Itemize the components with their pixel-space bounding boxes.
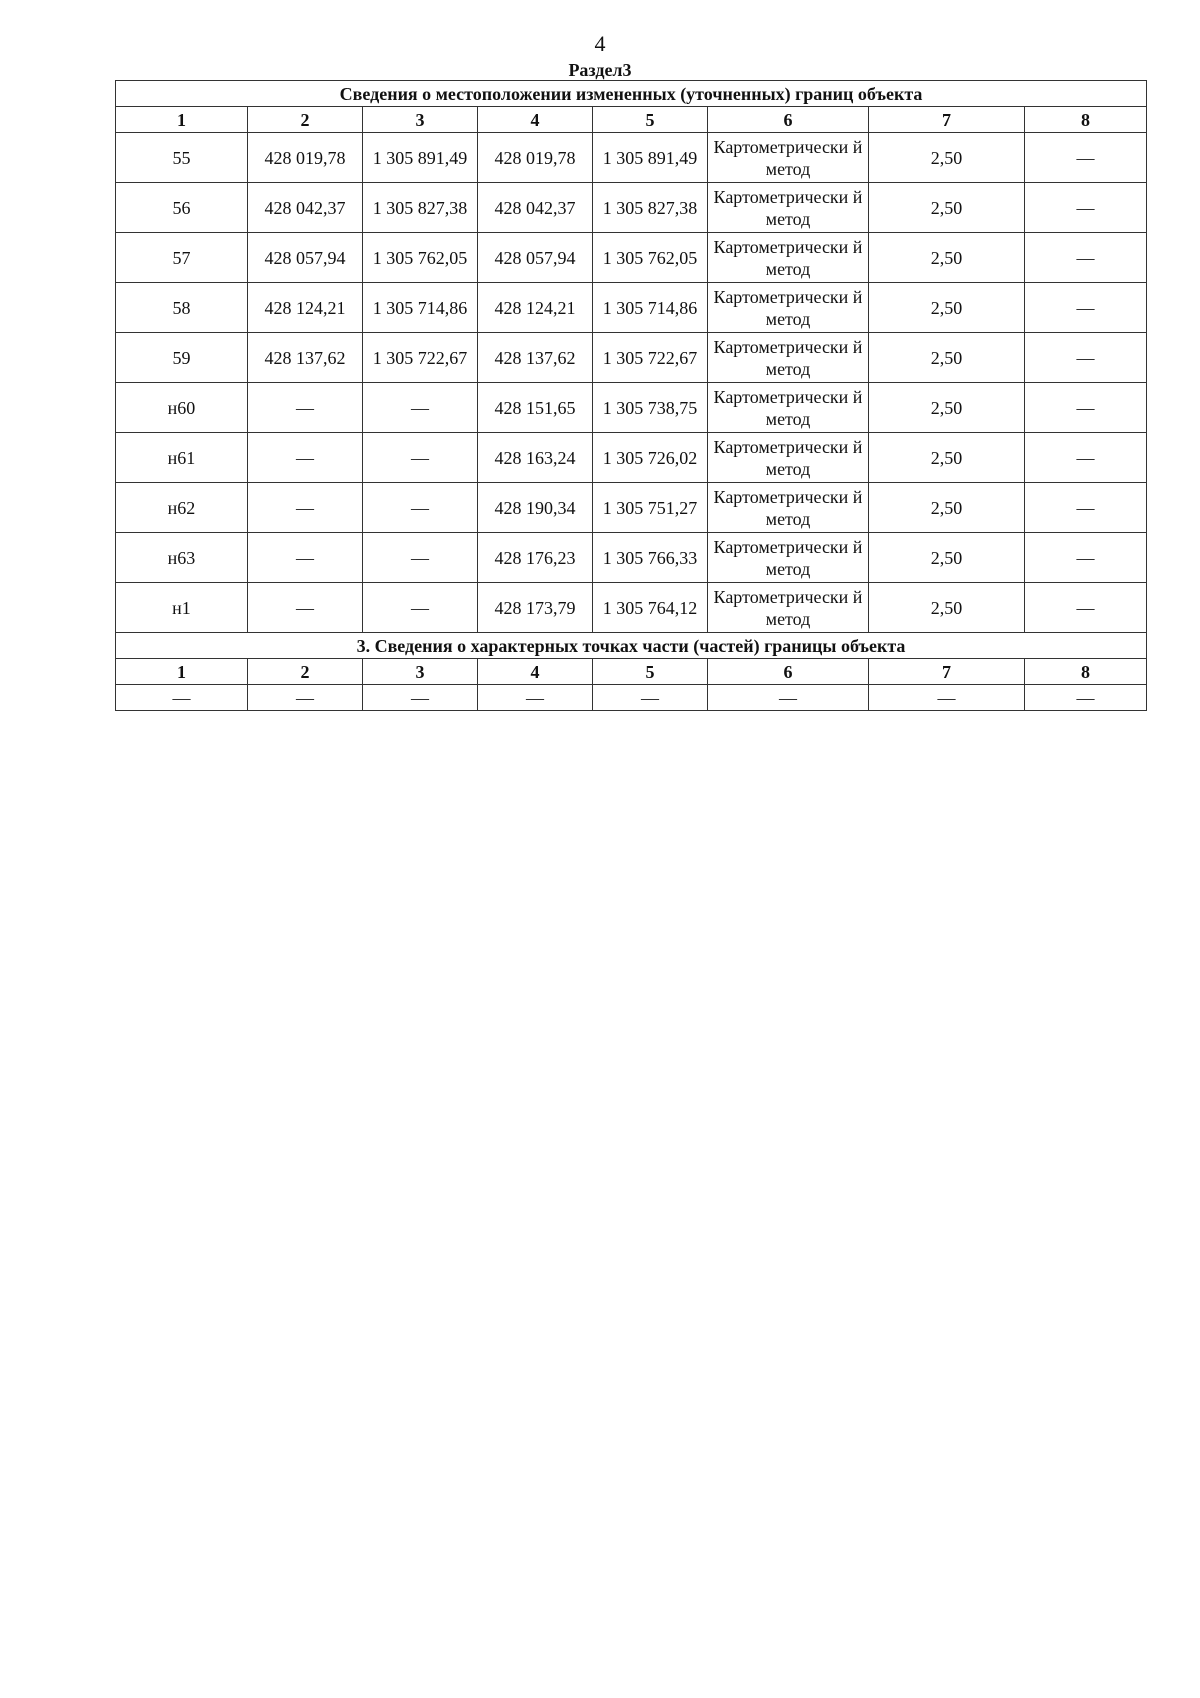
point-label: 56: [116, 183, 248, 233]
table-caption-row: [116, 81, 1147, 107]
table-row: [116, 483, 1147, 533]
column-number: 5: [593, 659, 708, 685]
table-row: [116, 233, 1147, 283]
accuracy-value: 2,50: [869, 583, 1025, 633]
table-row: [116, 333, 1147, 383]
old-y-value: 1 305 762,05: [363, 233, 478, 283]
column-number: 1: [116, 659, 248, 685]
point-label: 59: [116, 333, 248, 383]
accuracy-value: 2,50: [869, 283, 1025, 333]
new-x-value: 428 042,37: [478, 183, 593, 233]
new-y-value: 1 305 766,33: [593, 533, 708, 583]
note-value: —: [1025, 283, 1147, 333]
old-y-value: 1 305 714,86: [363, 283, 478, 333]
new-y-value: 1 305 722,67: [593, 333, 708, 383]
method-value: Картометрически й метод: [708, 433, 869, 483]
column-number: 7: [869, 659, 1025, 685]
accuracy-value: 2,50: [869, 533, 1025, 583]
part-caption: 3. Сведения о характерных точках части (частей) границы объекта: [116, 633, 1147, 659]
method-value: Картометрически й метод: [708, 383, 869, 433]
old-y-value: —: [363, 533, 478, 583]
part-cell: —: [869, 685, 1025, 711]
table-caption: Сведения о местоположении измененных (уточненных) границ объекта: [116, 81, 1147, 107]
accuracy-value: 2,50: [869, 133, 1025, 183]
table-row: [116, 433, 1147, 483]
old-x-value: 428 124,21: [248, 283, 363, 333]
old-x-value: 428 057,94: [248, 233, 363, 283]
note-value: —: [1025, 233, 1147, 283]
column-number: 8: [1025, 659, 1147, 685]
note-value: —: [1025, 583, 1147, 633]
accuracy-value: 2,50: [869, 383, 1025, 433]
old-y-value: —: [363, 583, 478, 633]
point-label: н60: [116, 383, 248, 433]
note-value: —: [1025, 183, 1147, 233]
part-cell: —: [708, 685, 869, 711]
new-x-value: 428 137,62: [478, 333, 593, 383]
old-x-value: —: [248, 433, 363, 483]
old-x-value: 428 042,37: [248, 183, 363, 233]
part-cell: —: [363, 685, 478, 711]
new-y-value: 1 305 751,27: [593, 483, 708, 533]
table-row: [116, 685, 1147, 711]
method-value: Картометрически й метод: [708, 583, 869, 633]
point-label: 55: [116, 133, 248, 183]
method-value: Картометрически й метод: [708, 333, 869, 383]
note-value: —: [1025, 483, 1147, 533]
column-number-row: [116, 107, 1147, 133]
column-number: 2: [248, 659, 363, 685]
note-value: —: [1025, 333, 1147, 383]
note-value: —: [1025, 433, 1147, 483]
new-y-value: 1 305 827,38: [593, 183, 708, 233]
new-x-value: 428 124,21: [478, 283, 593, 333]
accuracy-value: 2,50: [869, 433, 1025, 483]
old-y-value: —: [363, 483, 478, 533]
table-row: [116, 133, 1147, 183]
note-value: —: [1025, 533, 1147, 583]
old-y-value: —: [363, 383, 478, 433]
column-number: 3: [363, 659, 478, 685]
new-x-value: 428 173,79: [478, 583, 593, 633]
old-x-value: 428 019,78: [248, 133, 363, 183]
column-number: 5: [593, 107, 708, 133]
column-number: 4: [478, 107, 593, 133]
point-label: н63: [116, 533, 248, 583]
note-value: —: [1025, 133, 1147, 183]
part-caption-row: [116, 633, 1147, 659]
column-number: 1: [116, 107, 248, 133]
note-value: —: [1025, 383, 1147, 433]
new-y-value: 1 305 764,12: [593, 583, 708, 633]
part-cell: —: [593, 685, 708, 711]
part-cell: —: [1025, 685, 1147, 711]
new-x-value: 428 019,78: [478, 133, 593, 183]
old-y-value: —: [363, 433, 478, 483]
old-x-value: —: [248, 383, 363, 433]
new-x-value: 428 176,23: [478, 533, 593, 583]
point-label: 58: [116, 283, 248, 333]
accuracy-value: 2,50: [869, 233, 1025, 283]
new-x-value: 428 057,94: [478, 233, 593, 283]
new-y-value: 1 305 738,75: [593, 383, 708, 433]
part-column-number-row: [116, 659, 1147, 685]
table-row: [116, 583, 1147, 633]
method-value: Картометрически й метод: [708, 483, 869, 533]
page-number: 4: [594, 31, 606, 56]
boundary-coordinates-table: [115, 80, 1147, 711]
old-y-value: 1 305 722,67: [363, 333, 478, 383]
method-value: Картометрически й метод: [708, 233, 869, 283]
old-x-value: 428 137,62: [248, 333, 363, 383]
new-y-value: 1 305 726,02: [593, 433, 708, 483]
old-x-value: —: [248, 533, 363, 583]
part-cell: —: [248, 685, 363, 711]
accuracy-value: 2,50: [869, 183, 1025, 233]
old-y-value: 1 305 891,49: [363, 133, 478, 183]
column-number: 8: [1025, 107, 1147, 133]
table-row: [116, 183, 1147, 233]
section-title: Раздел3: [568, 60, 632, 80]
column-number: 3: [363, 107, 478, 133]
column-number: 6: [708, 659, 869, 685]
accuracy-value: 2,50: [869, 483, 1025, 533]
column-number: 7: [869, 107, 1025, 133]
part-cell: —: [478, 685, 593, 711]
new-y-value: 1 305 762,05: [593, 233, 708, 283]
method-value: Картометрически й метод: [708, 283, 869, 333]
new-y-value: 1 305 714,86: [593, 283, 708, 333]
old-x-value: —: [248, 583, 363, 633]
method-value: Картометрически й метод: [708, 533, 869, 583]
new-y-value: 1 305 891,49: [593, 133, 708, 183]
old-y-value: 1 305 827,38: [363, 183, 478, 233]
point-label: н1: [116, 583, 248, 633]
point-label: н62: [116, 483, 248, 533]
column-number: 6: [708, 107, 869, 133]
point-label: н61: [116, 433, 248, 483]
point-label: 57: [116, 233, 248, 283]
accuracy-value: 2,50: [869, 333, 1025, 383]
column-number: 2: [248, 107, 363, 133]
table-row: [116, 283, 1147, 333]
new-x-value: 428 163,24: [478, 433, 593, 483]
column-number: 4: [478, 659, 593, 685]
method-value: Картометрически й метод: [708, 183, 869, 233]
part-cell: —: [116, 685, 248, 711]
old-x-value: —: [248, 483, 363, 533]
new-x-value: 428 190,34: [478, 483, 593, 533]
table-row: [116, 383, 1147, 433]
method-value: Картометрически й метод: [708, 133, 869, 183]
new-x-value: 428 151,65: [478, 383, 593, 433]
table-row: [116, 533, 1147, 583]
